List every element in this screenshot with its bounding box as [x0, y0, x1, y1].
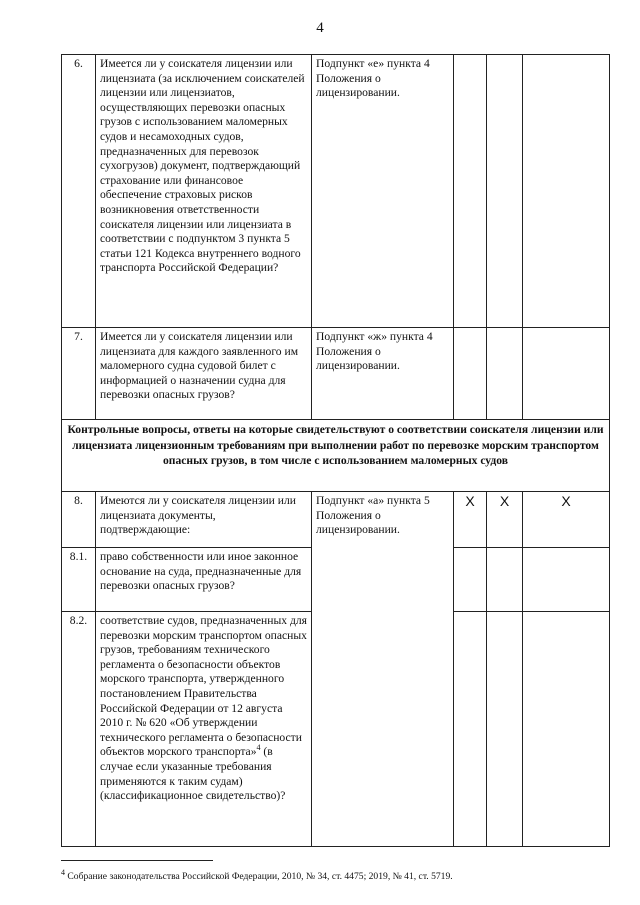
- section-heading-row: [62, 420, 610, 492]
- question-text-part: (в случае если указанные требования применяются к таким судам) (классификационное свидетельство)?: [100, 745, 286, 803]
- question-text: Имеется ли у соискателя лицензии или лицензиата (за исключением соискателей лицензии или лицензиатов, осуществляющих перевозки опасных грузов с использованием маломерных судов и несамоходных судов, предназначенных для перевозок сухогрузов) документ, подтверждающий страхование или финансовое обеспечение страховых рисков возникновения ответственности соискателя лицензии или лицензиата в соответствии с подпунктом 3 пункта 5 статьи 121 Кодекса внутреннего водного транспорта Российской Федерации?: [96, 55, 312, 328]
- answer-no-cell: [487, 328, 523, 420]
- mark-x: X: [487, 492, 523, 548]
- answer-no-cell: [487, 612, 523, 847]
- answer-na-cell: [523, 55, 610, 328]
- answer-no-cell: [487, 548, 523, 612]
- reference-text: Подпункт «а» пункта 5 Положения о лицензировании.: [312, 492, 454, 847]
- footnote-marker: 4: [61, 867, 65, 877]
- row-number: 6.: [62, 55, 96, 328]
- question-text: [96, 612, 312, 847]
- row-number: 8.2.: [62, 612, 96, 847]
- answer-yes-cell: [454, 328, 487, 420]
- page-number: 4: [316, 20, 324, 36]
- footnote-text: Собрание законодательства Российской Федерации, 2010, № 34, ст. 4475; 2019, № 41, ст. 5719.: [65, 871, 453, 882]
- answer-na-cell: [523, 328, 610, 420]
- answer-yes-cell: [454, 548, 487, 612]
- answer-yes-cell: [454, 612, 487, 847]
- reference-text: Подпункт «е» пункта 4 Положения о лицензировании.: [312, 55, 454, 328]
- answer-na-cell: [523, 612, 610, 847]
- question-text: Имеется ли у соискателя лицензии или лицензиата для каждого заявленного им маломерного судна судовой билет с информацией о назначении судна для перевозки опасных грузов?: [96, 328, 312, 420]
- row-number: 8.: [62, 492, 96, 548]
- footnote: [61, 867, 621, 883]
- section-heading: Контрольные вопросы, ответы на которые свидетельствуют о соответствии соискателя лицензии или лицензиата лицензионным требованиям при выполнении работ по перевозке морским транспортом опасных грузов, в том числе с использованием маломерных судов: [62, 420, 610, 492]
- mark-x: X: [523, 492, 610, 548]
- checklist-table: [61, 54, 610, 847]
- answer-na-cell: [523, 548, 610, 612]
- footnote-reference[interactable]: 4: [256, 743, 261, 753]
- reference-text: Подпункт «ж» пункта 4 Положения о лицензировании.: [312, 328, 454, 420]
- row-number: 8.1.: [62, 548, 96, 612]
- answer-no-cell: [487, 55, 523, 328]
- table-row: [62, 492, 610, 548]
- table-row: [62, 55, 610, 328]
- mark-x: X: [454, 492, 487, 548]
- table-row: [62, 328, 610, 420]
- question-text: право собственности или иное законное основание на суда, предназначенные для перевозки опасных грузов?: [96, 548, 312, 612]
- answer-yes-cell: [454, 55, 487, 328]
- footnote-divider: [61, 860, 213, 861]
- question-text: Имеются ли у соискателя лицензии или лицензиата документы, подтверждающие:: [96, 492, 312, 548]
- question-text-part: соответствие судов, предназначенных для перевозки морским транспортом опасных грузов, требованиям технического регламента о безопасности объектов морского транспорта, утвержденного постановлением Правительства Российской Федерации от 12 августа 2010 г. № 620 «Об утверждении технического регламента о безопасности объектов морского транспорта»: [100, 614, 307, 759]
- row-number: 7.: [62, 328, 96, 420]
